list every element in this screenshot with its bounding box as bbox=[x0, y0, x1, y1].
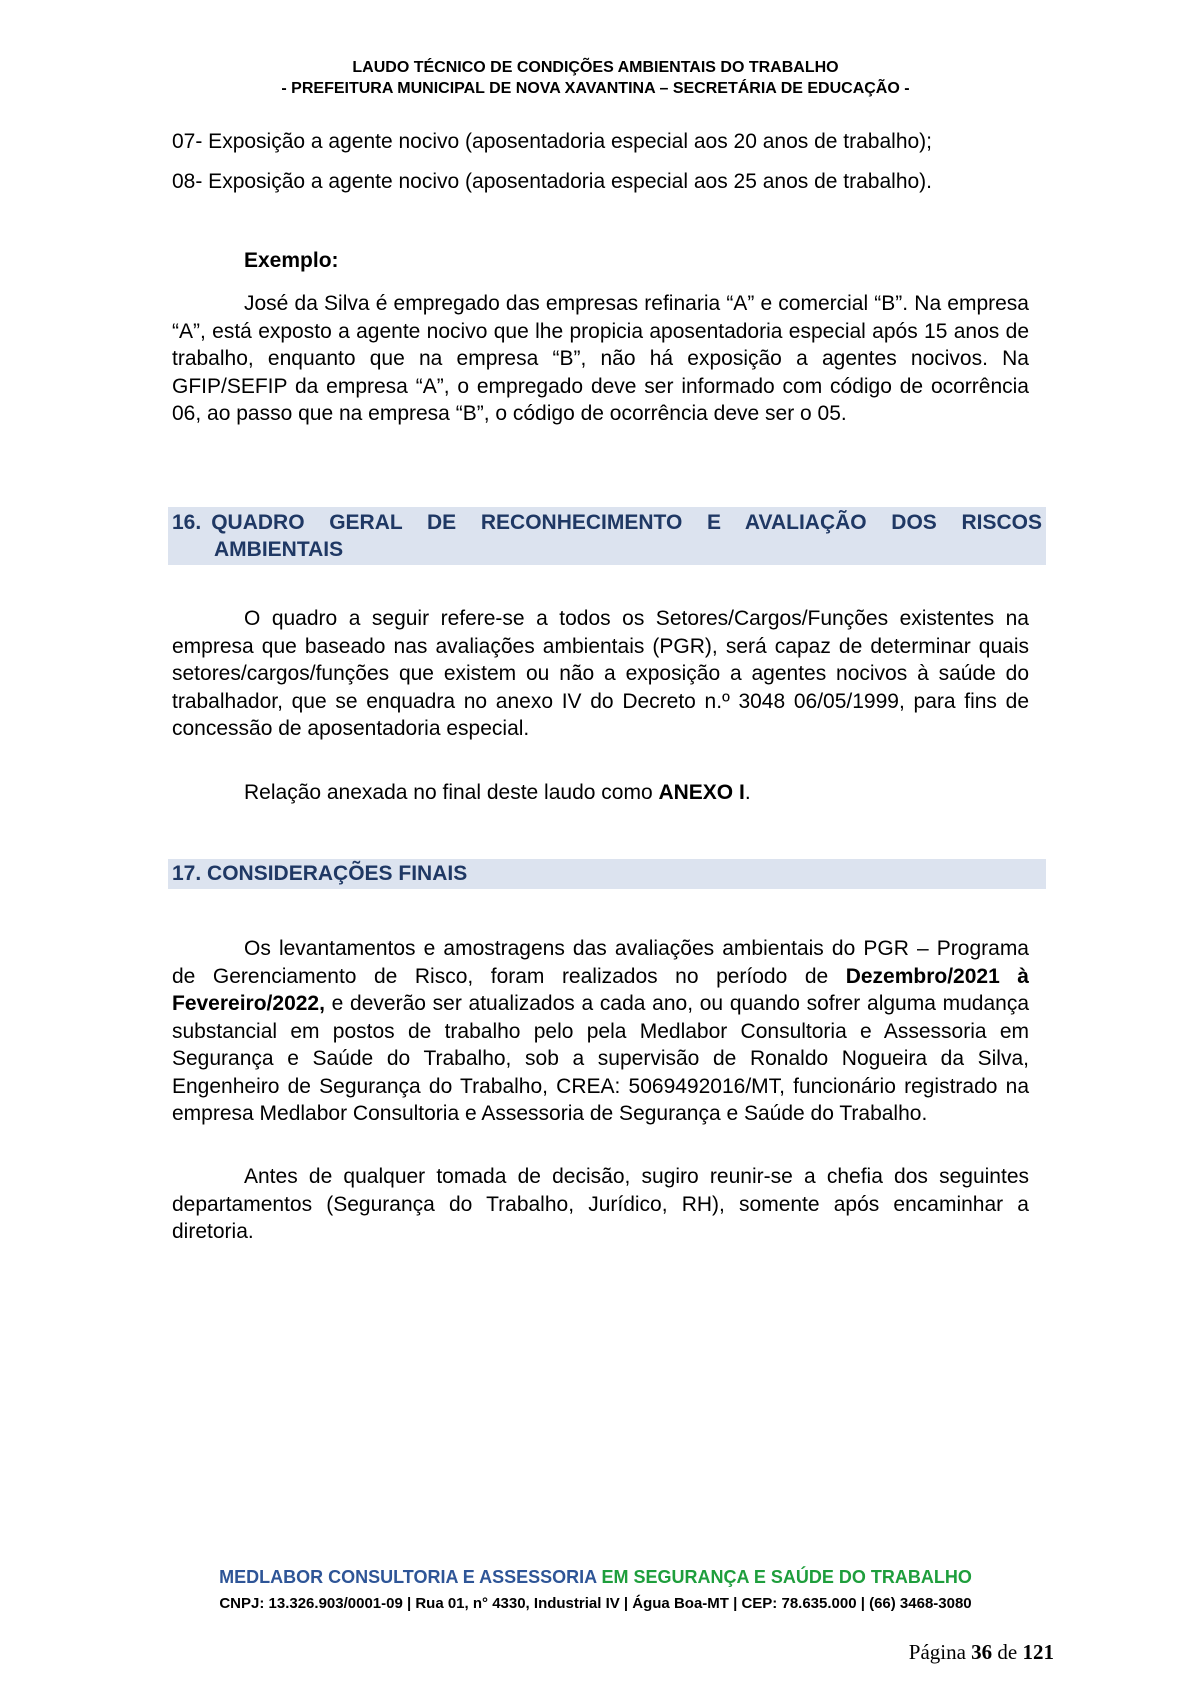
header-subtitle: - PREFEITURA MUNICIPAL DE NOVA XAVANTINA – SECRETÁRIA DE EDUCAÇÃO - bbox=[281, 80, 910, 97]
footer-address: CNPJ: 13.326.903/0001-09 | Rua 01, n° 4330, Industrial IV | Água Boa-MT | CEP: 78.635.000 | (66) 3468-3080 bbox=[219, 1595, 972, 1612]
section-17-title: 17. CONSIDERAÇÕES FINAIS bbox=[172, 862, 468, 885]
page-header bbox=[0, 57, 1191, 99]
page-of: de bbox=[997, 1640, 1018, 1664]
section-17-paragraph-1 bbox=[172, 935, 1029, 1128]
annex-suffix: . bbox=[744, 781, 751, 804]
section-16-heading bbox=[168, 507, 1046, 565]
section-17-p1-part2: e deverão ser atualizados a cada ano, ou quando sofrer alguma mudança substancial em postos de trabalho pelo pela Medlabor Consultoria e Assessoria em Segurança e Saúde do Trabalho, sob a supervisão de Ronaldo Nogueira da Silva, Engenheiro de Segurança do Trabalho, CREA: 5069492016/MT, funcionário registrado na empresa Medlabor Consultoria e Assessoria de Segurança e Saúde do Trabalho. bbox=[172, 992, 1029, 1125]
section-16-annex-line bbox=[172, 779, 1029, 807]
section-17-p1-bold: Dezembro/2021 à Fevereiro/2022, bbox=[172, 964, 1029, 1015]
footer-company-green: EM SEGURANÇA E SAÚDE DO TRABALHO bbox=[601, 1567, 972, 1587]
annex-bold: ANEXO I bbox=[658, 781, 745, 804]
annex-prefix: Relação anexada no final deste laudo como bbox=[244, 781, 659, 804]
section-16-paragraph: O quadro a seguir refere-se a todos os Setores/Cargos/Funções existentes na empresa que baseado nas avaliações ambientais (PGR), será capaz de determinar quais setores/cargos/funções que existem ou não a exposição a agentes nocivos à saúde do trabalhador, que se enquadra no anexo IV do Decreto n.º 3048 06/05/1999, para fins de concessão de aposentadoria especial. bbox=[172, 607, 1029, 740]
footer-company bbox=[0, 1567, 1191, 1588]
list-item-08: 08- Exposição a agente nocivo (aposentadoria especial aos 25 anos de trabalho). bbox=[172, 170, 933, 193]
example-title: Exemplo: bbox=[244, 249, 339, 272]
page-current: 36 bbox=[971, 1640, 993, 1664]
section-16-title-line1: QUADRO GERAL DE RECONHECIMENTO E AVALIAÇÃO DOS RISCOS bbox=[211, 511, 1042, 534]
section-16-title-line2: AMBIENTAIS bbox=[214, 538, 344, 561]
section-17-heading bbox=[168, 859, 1046, 889]
list-item-07: 07- Exposição a agente nocivo (aposentadoria especial aos 20 anos de trabalho); bbox=[172, 130, 933, 153]
footer-company-blue: MEDLABOR CONSULTORIA E ASSESSORIA bbox=[219, 1567, 597, 1587]
section-17-p1-part1: Os levantamentos e amostragens das avaliações ambientais do PGR – Programa de Gerenciamento de Risco, foram realizados no período de bbox=[172, 937, 1029, 988]
example-paragraph: José da Silva é empregado das empresas refinaria “A” e comercial “B”. Na empresa “A”, está exposto a agente nocivo que lhe propicia aposentadoria especial após 15 anos de trabalho, enquanto que na empresa “B”, não há exposição a agentes nocivos. Na GFIP/SEFIP da empresa “A”, o empregado deve ser informado com código de ocorrência 06, ao passo que na empresa “B”, o código de ocorrência deve ser o 05. bbox=[172, 292, 1029, 425]
page-number bbox=[909, 1640, 1054, 1665]
page-total: 121 bbox=[1022, 1640, 1054, 1664]
header-title: LAUDO TÉCNICO DE CONDIÇÕES AMBIENTAIS DO TRABALHO bbox=[352, 59, 839, 76]
page-label: Página bbox=[908, 1640, 966, 1664]
section-17-paragraph-2: Antes de qualquer tomada de decisão, sugiro reunir-se a chefia dos seguintes departamentos (Segurança do Trabalho, Jurídico, RH), somente após encaminhar a diretoria. bbox=[172, 1165, 1029, 1243]
section-16-number: 16. bbox=[172, 511, 202, 534]
